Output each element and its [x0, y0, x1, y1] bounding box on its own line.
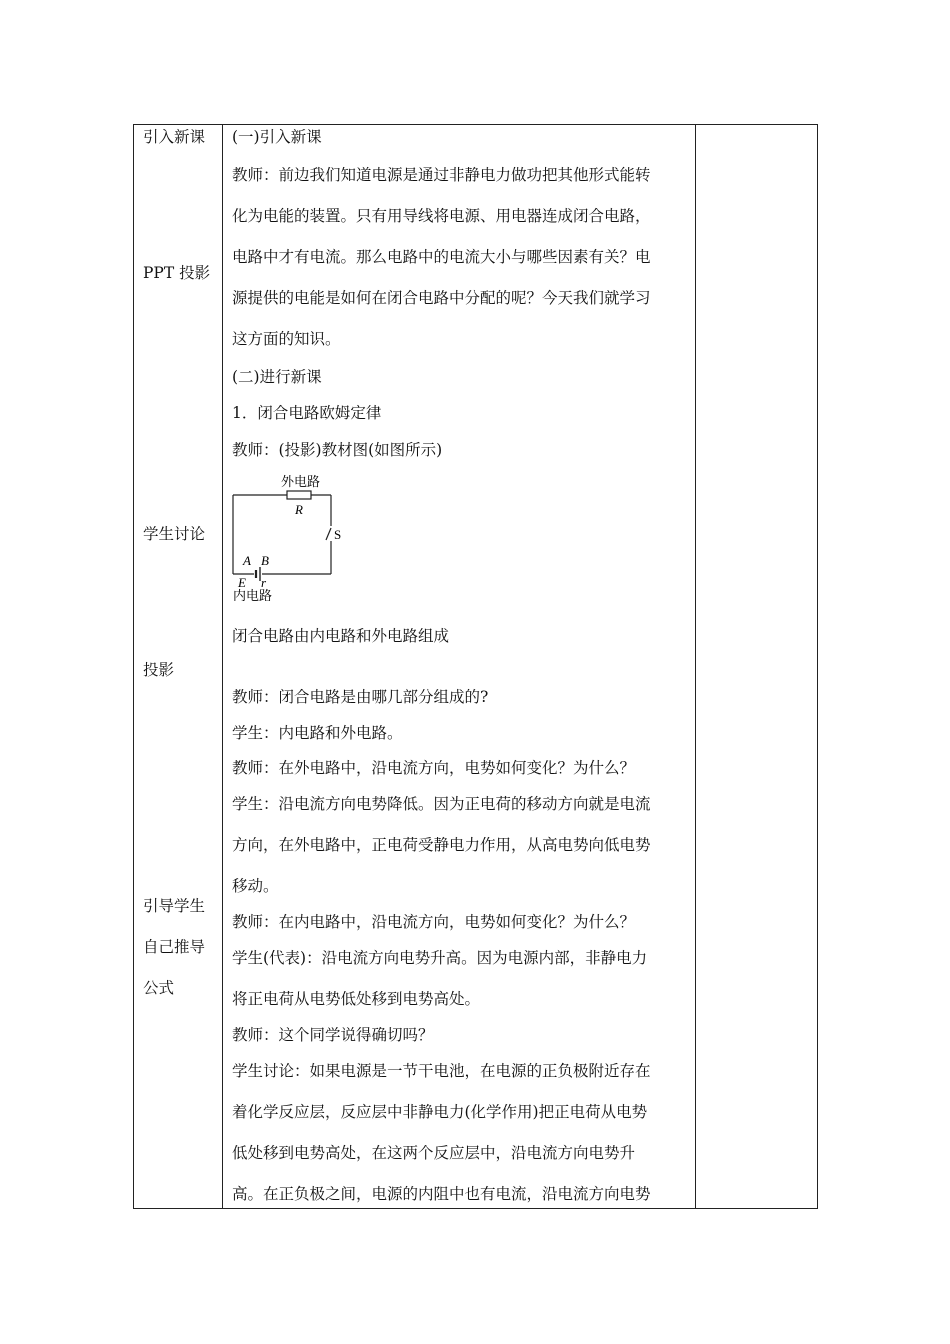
content-line: 高。在正负极之间，电源的内阻中也有电流，沿电流方向电势: [232, 1185, 651, 1203]
content-line: 源提供的电能是如何在闭合电路中分配的呢？今天我们就学习: [232, 289, 651, 307]
outer-circuit-label: 外电路: [281, 474, 321, 489]
content-line: 教师：(投影)教材图(如图所示): [232, 441, 443, 459]
note-guide-2: 自己推导: [143, 938, 206, 956]
emf-label: E: [238, 575, 246, 590]
inner-circuit-label: 内电路: [233, 588, 273, 601]
switch-label: S: [334, 527, 342, 542]
content-line: 将正电荷从电势低处移到电势高处。: [232, 990, 481, 1008]
content-line: 1．闭合电路欧姆定律: [232, 404, 382, 422]
lesson-table: [133, 124, 818, 1209]
note-guide-3: 公式: [143, 979, 175, 997]
content-line: 这方面的知识。: [232, 330, 341, 348]
closed-circuit-diagram: [229, 473, 369, 601]
lesson-content-column: [223, 125, 695, 1208]
note-guide-1: 引导学生: [143, 897, 206, 915]
content-line: 教师：在外电路中，沿电流方向，电势如何变化？为什么？: [232, 759, 636, 777]
content-line: 低处移到电势高处，在这两个反应层中，沿电流方向电势升: [232, 1144, 636, 1162]
content-line: (一)引入新课: [232, 128, 322, 146]
content-line: (二)进行新课: [232, 368, 322, 386]
content-line: 移动。: [232, 877, 279, 895]
content-line: 电路中才有电流。那么电路中的电流大小与哪些因素有关？电: [232, 248, 651, 266]
internal-resistance-label: r: [261, 575, 267, 590]
resistor-symbol: [287, 491, 311, 499]
content-line: 着化学反应层，反应层中非静电力(化学作用)把正电荷从电势: [232, 1103, 648, 1121]
switch-symbol: [326, 528, 331, 540]
teaching-notes-column: [134, 125, 222, 1208]
point-a-label: A: [243, 553, 251, 568]
content-line: 学生：内电路和外电路。: [232, 724, 403, 742]
note-projection: 投影: [143, 661, 175, 679]
point-b-label: B: [261, 553, 269, 568]
resistor-label: R: [295, 502, 303, 517]
content-line: 教师：闭合电路是由哪几部分组成的?: [232, 688, 489, 706]
content-line: 学生：沿电流方向电势降低。因为正电荷的移动方向就是电流: [232, 795, 651, 813]
content-line: 闭合电路由内电路和外电路组成: [232, 627, 450, 645]
remarks-column: [696, 125, 818, 1208]
content-line: 教师：前边我们知道电源是通过非静电力做功把其他形式能转: [232, 166, 651, 184]
note-discussion: 学生讨论: [143, 525, 206, 543]
content-line: 化为电能的装置。只有用导线将电源、用电器连成闭合电路，: [232, 207, 651, 225]
content-line: 方向，在外电路中，正电荷受静电力作用，从高电势向低电势: [232, 836, 651, 854]
note-ppt: PPT 投影: [143, 264, 211, 282]
content-line: 教师：这个同学说得确切吗？: [232, 1026, 434, 1044]
content-line: 学生(代表)：沿电流方向电势升高。因为电源内部，非静电力: [232, 949, 648, 967]
content-line: 教师：在内电路中，沿电流方向，电势如何变化？为什么？: [232, 913, 636, 931]
content-line: 学生讨论：如果电源是一节干电池，在电源的正负极附近存在: [232, 1062, 651, 1080]
note-intro: 引入新课: [143, 128, 206, 146]
